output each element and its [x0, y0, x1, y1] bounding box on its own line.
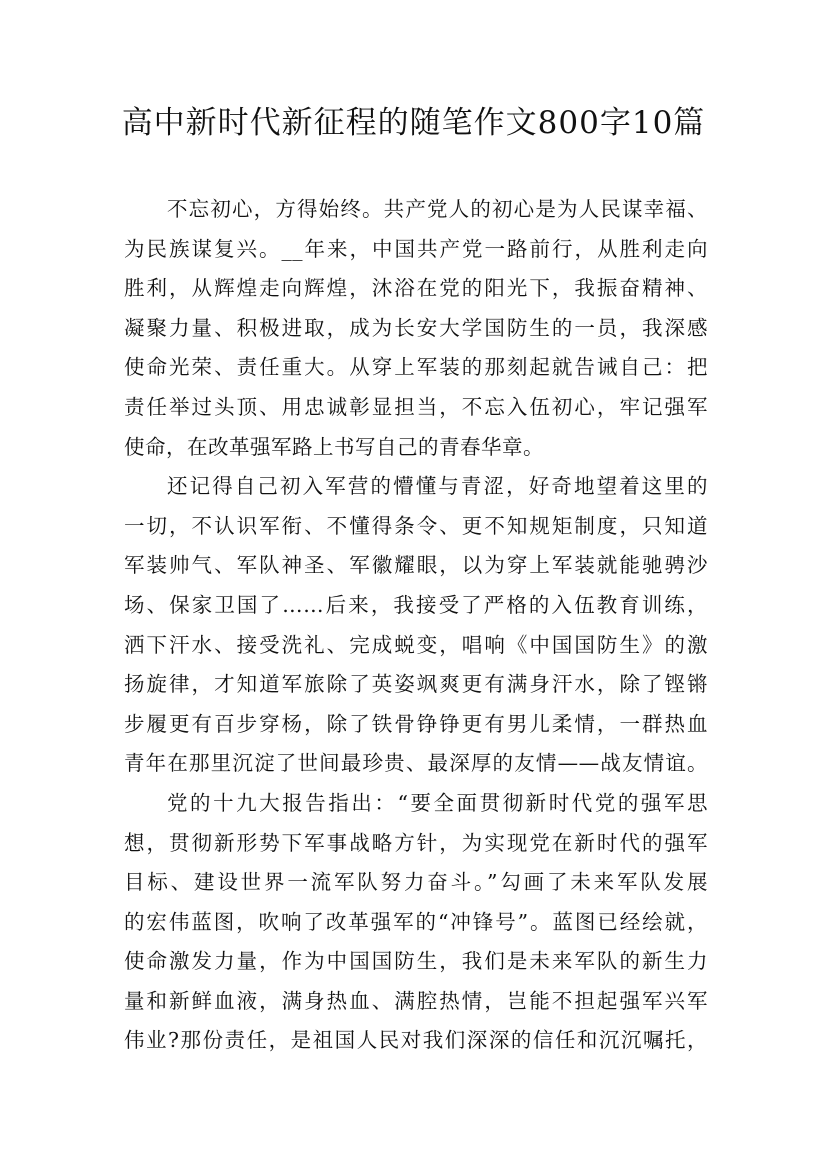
text-line: 的宏伟蓝图，吹响了改革强军的“冲锋号”。蓝图已经绘就，: [124, 909, 708, 934]
text-line: 使命，在改革强军路上书写自己的青春华章。: [124, 434, 544, 459]
text-line: 使命激发力量，作为中国国防生，我们是未来军队的新生力: [124, 949, 708, 974]
text-line: 不忘初心，方得始终。共产党人的初心是为人民谋幸福、: [167, 197, 708, 221]
text-line: 步履更有百步穿杨，除了铁骨铮铮更有男儿柔情，一群热血: [124, 711, 708, 736]
text-line: 场、保家卫国了……后来，我接受了严格的入伍教育训练，: [124, 592, 708, 617]
text-line: 还记得自己初入军营的懵懂与青涩，好奇地望着这里的: [167, 474, 708, 499]
text-line: 军装帅气、军队神圣、军徽耀眼，以为穿上军装就能驰骋沙: [124, 553, 708, 578]
document-title: 高中新时代新征程的随笔作文800字10篇: [121, 105, 706, 141]
text-line: 洒下汗水、接受洗礼、完成蜕变，唱响《中国国防生》的激: [124, 632, 708, 657]
text-line: 青年在那里沉淀了世间最珍贵、最深厚的友情——战友情谊。: [124, 751, 708, 776]
text-line: 胜利，从辉煌走向辉煌，沐浴在党的阳光下，我振奋精神、: [124, 276, 708, 301]
text-line: 扬旋律，才知道军旅除了英姿飒爽更有满身汗水，除了铿锵: [124, 672, 708, 697]
document-body: [124, 190, 708, 1061]
text-line: 量和新鲜血液，满身热血、满腔热情，岂能不担起强军兴军: [124, 988, 708, 1013]
text-line: 为民族谋复兴。__年来，中国共产党一路前行，从胜利走向: [124, 236, 708, 261]
paragraph: [124, 467, 708, 784]
text-line: 目标、建设世界一流军队努力奋斗。”勾画了未来军队发展: [124, 870, 708, 895]
text-line: 责任举过头顶、用忠诚彰显担当，不忘入伍初心，牢记强军: [124, 394, 708, 419]
text-line: 一切，不认识军衔、不懂得条令、更不知规矩制度，只知道: [124, 513, 708, 538]
text-line: 伟业?那份责任，是祖国人民对我们深深的信任和沉沉嘱托，: [124, 1028, 708, 1053]
text-line: 想，贯彻新形势下军事战略方针，为实现党在新时代的强军: [124, 830, 708, 855]
paragraph: [124, 190, 708, 467]
text-line: 使命光荣、责任重大。从穿上军装的那刻起就告诫自己：把: [124, 355, 708, 380]
text-line: 党的十九大报告指出：“要全面贯彻新时代党的强军思: [167, 790, 708, 815]
paragraph: [124, 784, 708, 1061]
text-line: 凝聚力量、积极进取，成为长安大学国防生的一员，我深感: [124, 315, 708, 340]
